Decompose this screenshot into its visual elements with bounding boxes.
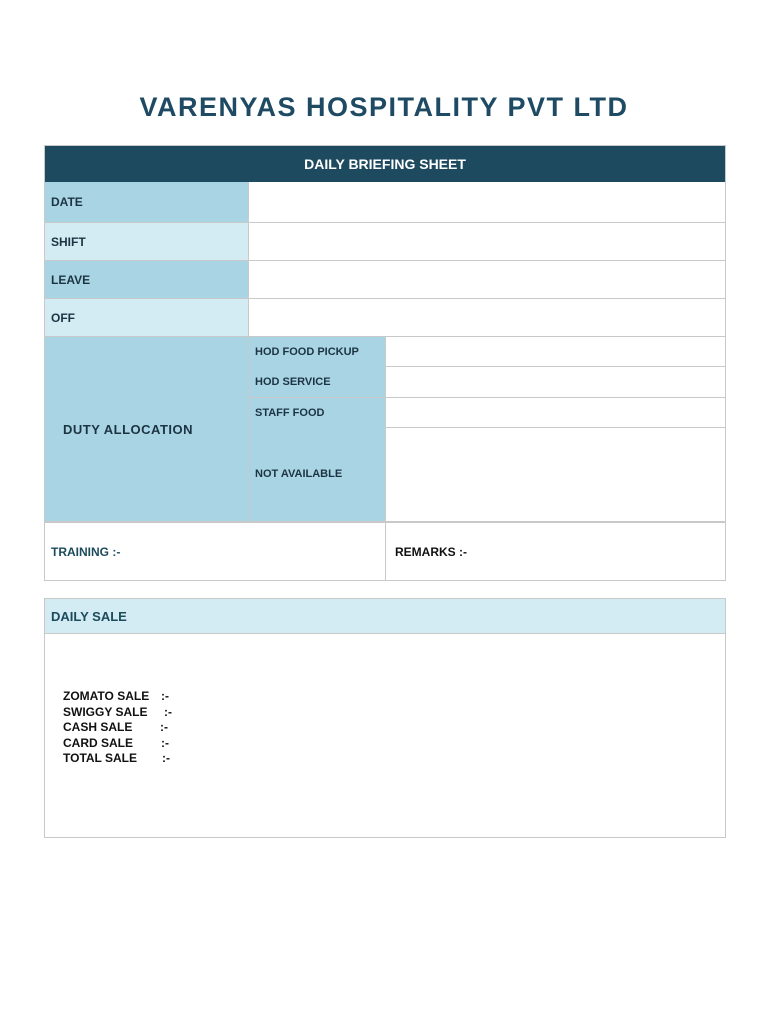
sale-name: CASH SALE — [63, 720, 133, 735]
duty-label-hod-service: HOD SERVICE — [248, 366, 385, 397]
sale-separator: :- — [164, 704, 172, 719]
sale-list — [63, 689, 172, 767]
sale-row-card — [63, 736, 172, 752]
daily-briefing-sheet — [44, 145, 726, 581]
sale-row-zomato — [63, 689, 172, 705]
sale-separator: :- — [162, 751, 170, 766]
field-value-shift[interactable] — [248, 222, 725, 260]
duty-value-hod-food-pickup[interactable] — [385, 336, 725, 366]
daily-sale-heading: DAILY SALE — [45, 599, 725, 634]
sale-name: ZOMATO SALE — [63, 689, 150, 703]
field-label-shift: SHIFT — [45, 222, 248, 260]
sale-row-swiggy — [63, 705, 172, 721]
field-label-off: OFF — [45, 298, 248, 336]
duty-value-staff-food[interactable] — [385, 397, 725, 427]
field-value-date[interactable] — [248, 182, 725, 222]
field-label-date: DATE — [45, 182, 248, 222]
duty-label-staff-food: STAFF FOOD — [248, 397, 385, 427]
duty-value-not-available[interactable] — [385, 427, 725, 521]
sale-separator: :- — [160, 720, 168, 735]
company-title: VARENYAS HOSPITALITY PVT LTD — [139, 92, 629, 122]
daily-sale-section — [44, 598, 726, 838]
sale-separator: :- — [161, 735, 169, 750]
sale-name: TOTAL SALE — [63, 751, 138, 766]
field-label-leave: LEAVE — [45, 260, 248, 298]
field-value-off[interactable] — [248, 298, 725, 336]
sale-separator: :- — [161, 689, 169, 703]
duty-label-not-available: NOT AVAILABLE — [248, 427, 385, 521]
sale-row-cash — [63, 720, 172, 736]
sale-name: CARD SALE — [63, 735, 134, 750]
duty-value-hod-service[interactable] — [385, 366, 725, 397]
sale-name: SWIGGY SALE — [63, 704, 148, 719]
field-value-leave[interactable] — [248, 260, 725, 298]
sale-row-total — [63, 751, 172, 767]
remarks-field[interactable]: REMARKS :- — [385, 521, 725, 580]
sheet-heading: DAILY BRIEFING SHEET — [45, 146, 725, 182]
duty-allocation-label: DUTY ALLOCATION — [45, 336, 248, 521]
training-field[interactable]: TRAINING :- — [45, 521, 385, 580]
duty-label-hod-food-pickup: HOD FOOD PICKUP — [248, 336, 385, 366]
